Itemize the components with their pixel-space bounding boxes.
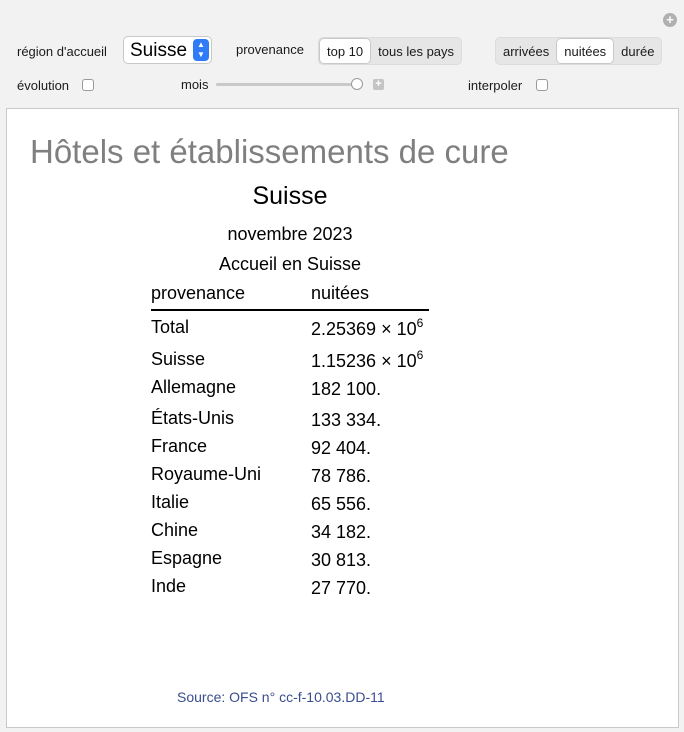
- measure-option-nuitees[interactable]: nuitées: [556, 38, 614, 64]
- evolution-checkbox[interactable]: [82, 79, 94, 91]
- row-value-mantissa: 30 813.: [311, 550, 372, 570]
- subtitle-period: novembre 2023: [227, 224, 353, 244]
- row-provenance: Suisse: [151, 349, 206, 369]
- row-value-mantissa: 92 404.: [311, 438, 372, 458]
- region-label: région d'accueil: [17, 44, 107, 59]
- table-row: [151, 576, 429, 600]
- interpoler-label: interpoler: [468, 78, 523, 93]
- panel-title: Hôtels et établissements de cure: [30, 133, 509, 170]
- provenance-option-top10[interactable]: top 10: [319, 38, 371, 64]
- row-provenance: Inde: [151, 576, 187, 596]
- row-value: [311, 520, 371, 543]
- header-provenance: provenance: [151, 283, 246, 303]
- table-row: [151, 464, 429, 488]
- row-provenance: Italie: [151, 492, 190, 512]
- expand-plus-icon[interactable]: +: [663, 13, 677, 27]
- measure-option-duree[interactable]: durée: [621, 43, 655, 59]
- header-nuitees: nuitées: [311, 283, 370, 303]
- table-row: [151, 520, 429, 544]
- mois-slider-thumb[interactable]: [351, 78, 363, 90]
- select-arrows-icon: ▲ ▼: [193, 39, 209, 61]
- measure-segmented: [495, 37, 662, 65]
- row-value: [311, 492, 371, 515]
- mois-label: mois: [181, 77, 209, 92]
- table-row: [151, 317, 429, 341]
- row-value-mantissa: 65 556.: [311, 494, 372, 514]
- region-select[interactable]: [123, 36, 212, 64]
- interpoler-checkbox[interactable]: [536, 79, 548, 91]
- table-row: [151, 349, 429, 373]
- header-divider: [151, 309, 429, 311]
- row-value: [311, 317, 423, 340]
- table-header: [151, 283, 429, 307]
- provenance-segmented: [318, 37, 462, 65]
- row-value-mantissa: 1.15236 × 10: [311, 351, 417, 371]
- row-value-mantissa: 78 786.: [311, 466, 372, 486]
- row-value: [311, 464, 371, 487]
- row-provenance: Espagne: [151, 548, 223, 568]
- table-row: [151, 408, 429, 432]
- row-value-mantissa: 133 334.: [311, 410, 382, 430]
- row-value: [311, 576, 371, 599]
- region-select-value: Suisse: [130, 40, 188, 61]
- measure-option-arrivees[interactable]: arrivées: [503, 43, 550, 59]
- row-provenance: Chine: [151, 520, 199, 540]
- source-note: Source: OFS n° cc-f-10.03.DD-11: [177, 689, 385, 705]
- row-provenance: Allemagne: [151, 377, 237, 397]
- row-value: [311, 408, 381, 431]
- table-row: [151, 548, 429, 572]
- table-row: [151, 436, 429, 460]
- table-row: [151, 492, 429, 516]
- mois-slider-plus-icon[interactable]: +: [373, 79, 384, 90]
- row-value: [311, 349, 423, 372]
- evolution-label: évolution: [17, 78, 70, 93]
- row-provenance: Royaume-Uni: [151, 464, 262, 484]
- provenance-option-all[interactable]: tous les pays: [378, 43, 455, 59]
- provenance-label: provenance: [236, 42, 304, 57]
- row-value-mantissa: 27 770.: [311, 578, 372, 598]
- row-value-mantissa: 2.25369 × 10: [311, 319, 417, 339]
- row-value: [311, 436, 371, 459]
- row-value-mantissa: 182 100.: [311, 379, 382, 399]
- row-provenance: France: [151, 436, 208, 456]
- row-value-exponent: 6: [416, 348, 424, 362]
- row-value: [311, 377, 381, 400]
- row-provenance: États-Unis: [151, 408, 235, 428]
- table-row: [151, 377, 429, 401]
- output-panel: [6, 108, 679, 728]
- mois-slider-track[interactable]: [216, 83, 360, 86]
- row-value: [311, 548, 371, 571]
- subtitle-country: Suisse: [252, 182, 328, 210]
- subtitle-context: Accueil en Suisse: [218, 254, 362, 274]
- row-provenance: Total: [151, 317, 190, 337]
- row-value-mantissa: 34 182.: [311, 522, 372, 542]
- row-value-exponent: 6: [416, 316, 424, 330]
